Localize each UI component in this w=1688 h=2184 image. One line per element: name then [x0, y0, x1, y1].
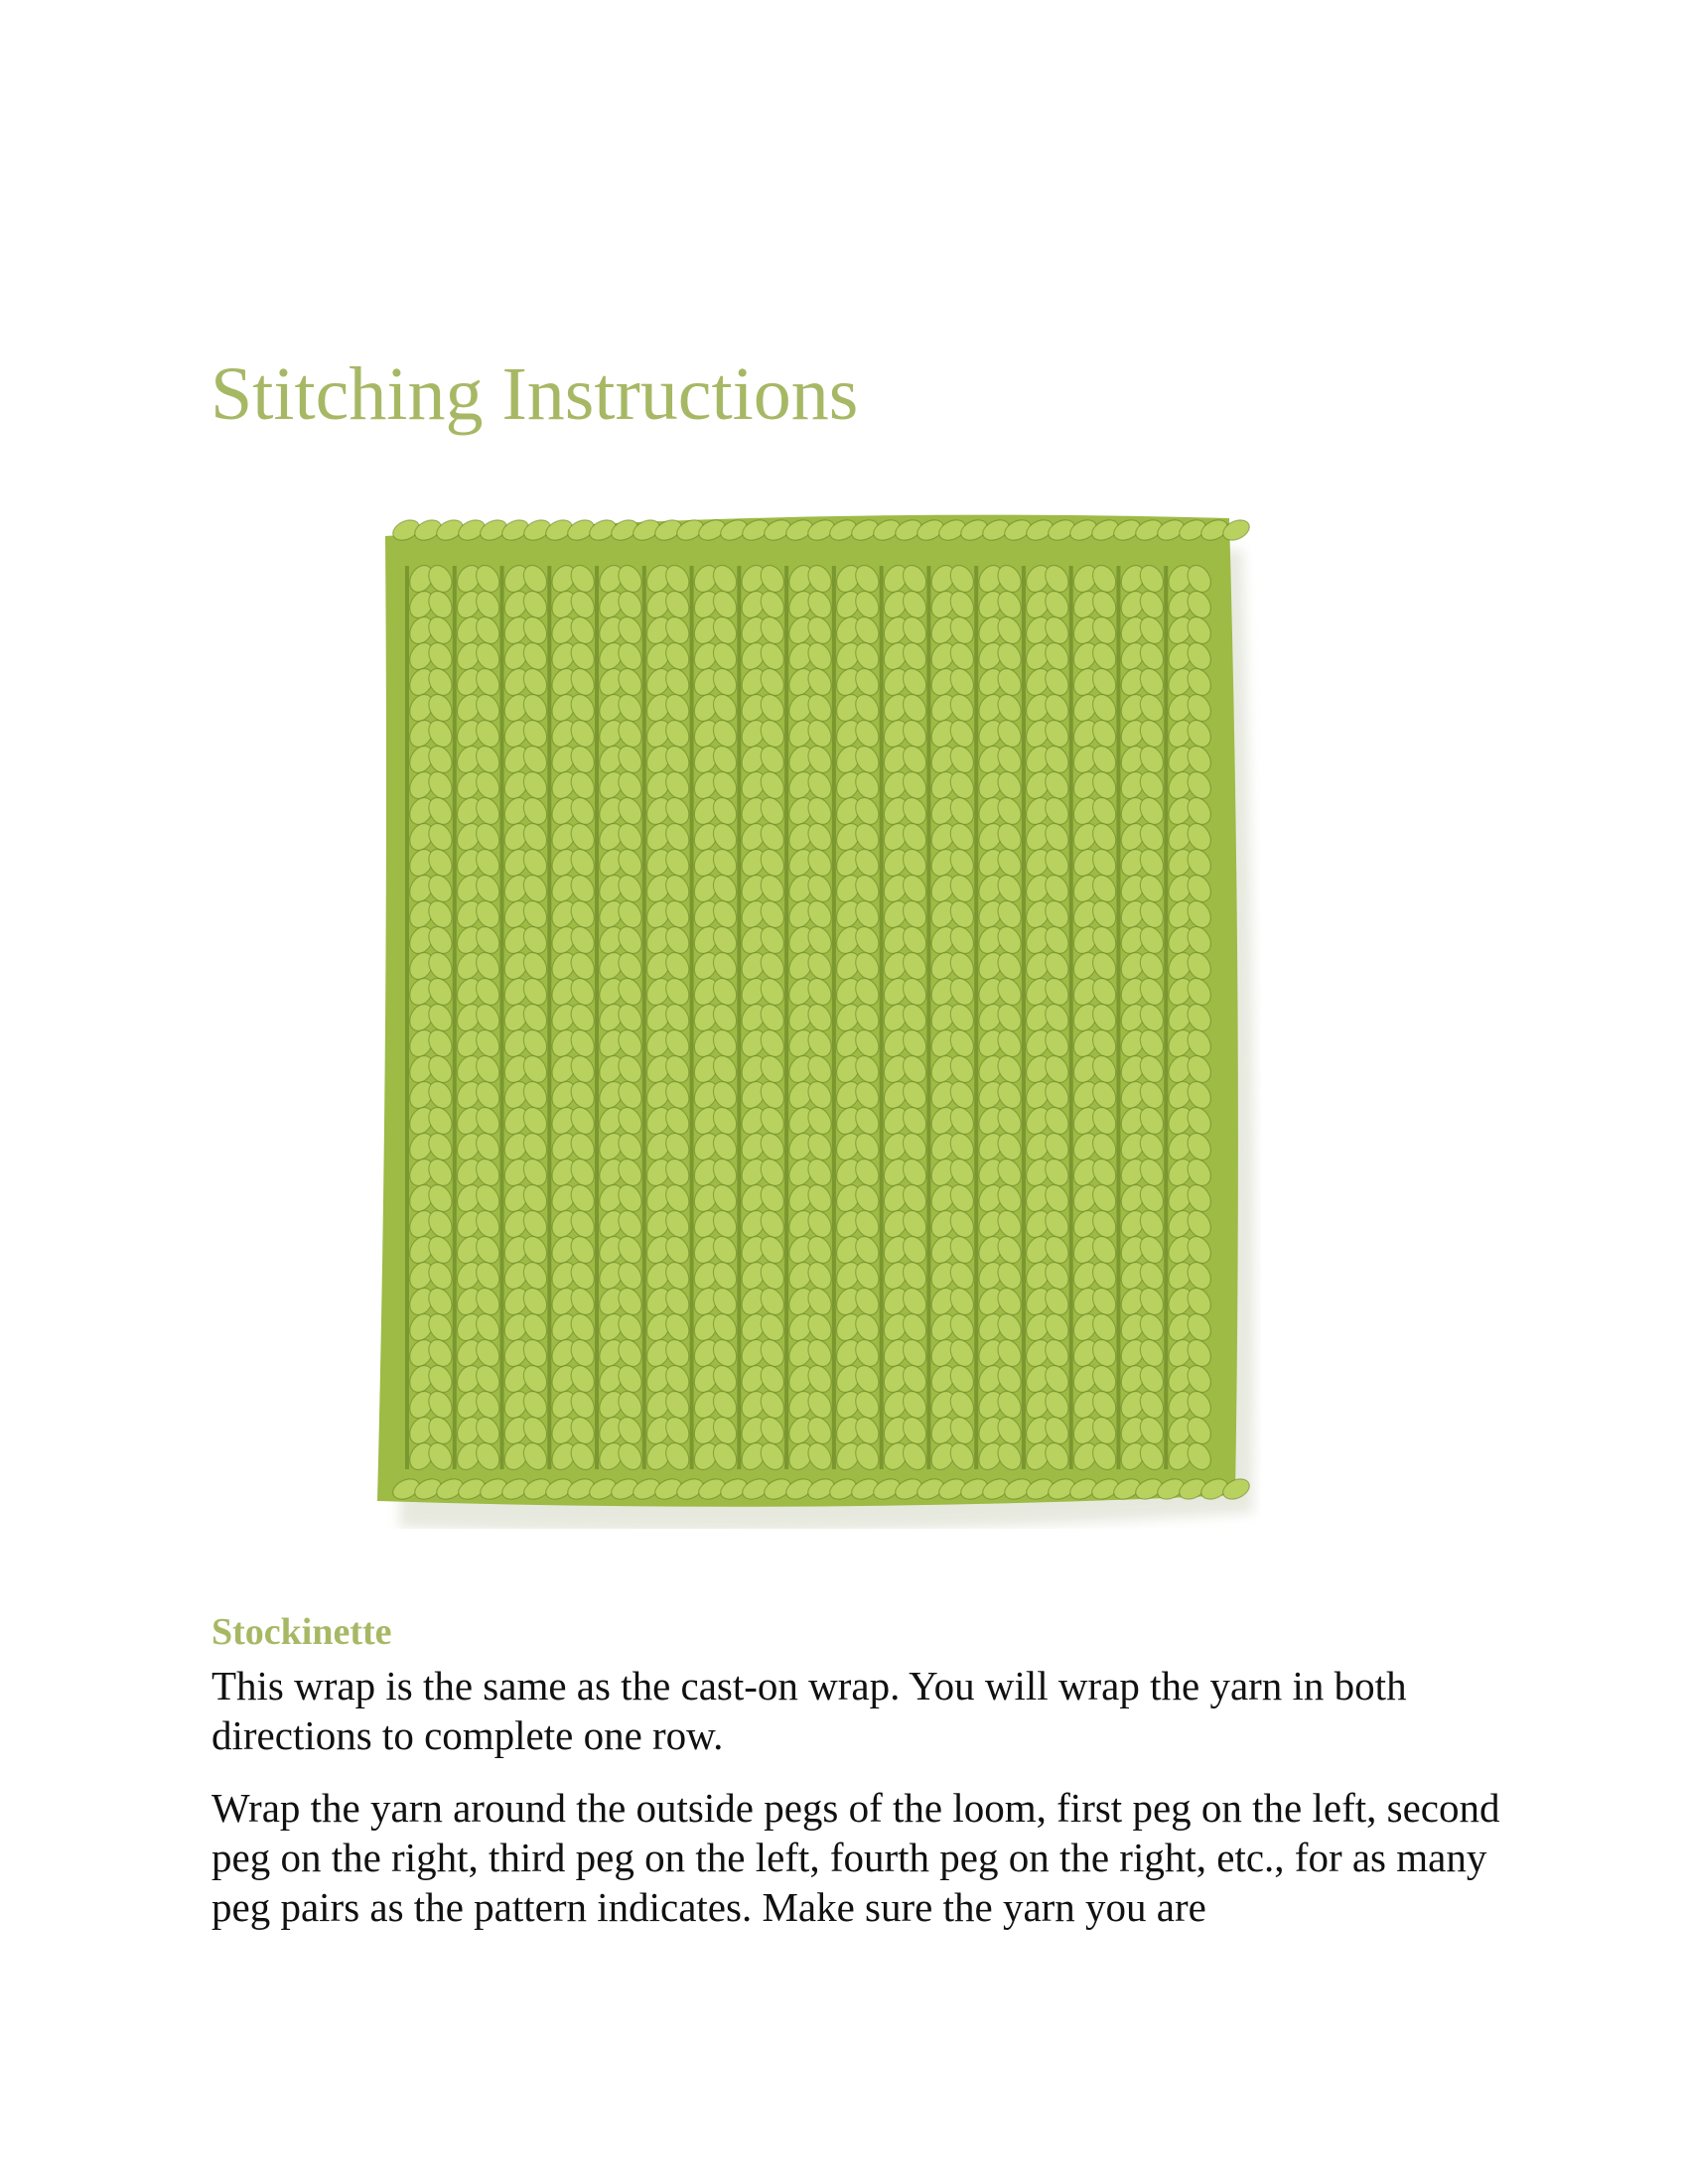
- page-title: Stitching Instructions: [211, 352, 859, 436]
- paragraph-2: Wrap the yarn around the outside pegs of the loom, first peg on the left, second peg on the right, third peg on the left, fourth peg on the right, etc., for as many peg pairs as the pattern indicates. Make sure the yarn you are: [211, 1785, 1500, 1930]
- paragraph-1: This wrap is the same as the cast-on wrap. You will wrap the yarn in both directions to complete one row.: [211, 1663, 1407, 1758]
- section-heading: Stockinette: [211, 1611, 392, 1653]
- knitted-swatch-image: [367, 496, 1261, 1529]
- knitted-swatch-svg: [367, 496, 1261, 1529]
